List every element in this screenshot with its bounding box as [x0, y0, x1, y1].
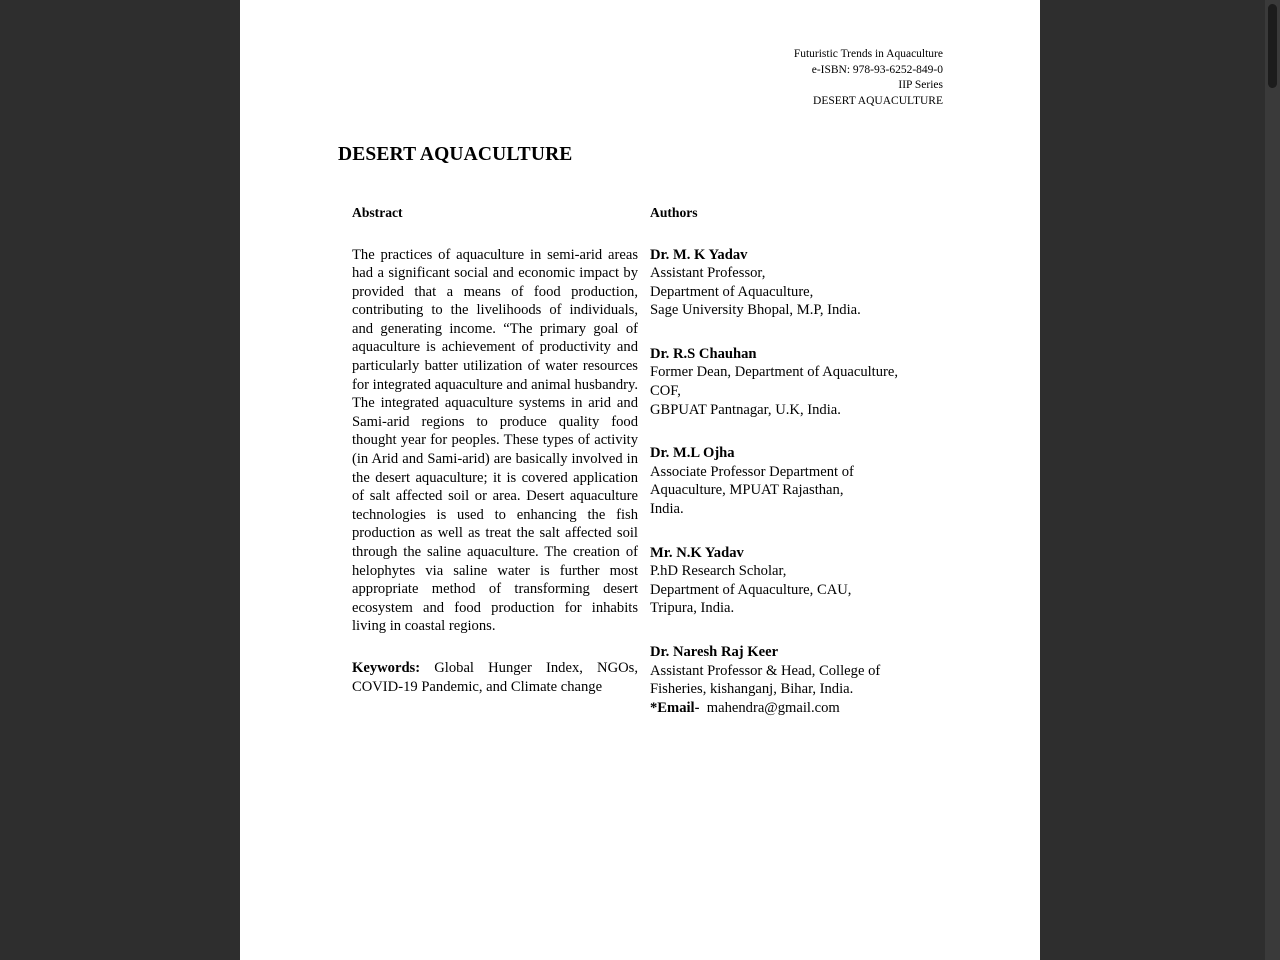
- abstract-heading: Abstract: [352, 205, 403, 220]
- document-page: [240, 0, 1040, 960]
- author-affiliation-line: COF,: [650, 383, 681, 400]
- author-affiliation-line: P.hD Research Scholar,: [650, 563, 787, 580]
- author-affiliation-line: Sage University Bhopal, M.P, India.: [650, 302, 861, 319]
- abstract-text: The practices of aquaculture in semi-arid areas had a significant social and economic impact by provided that a means of food production, contributing to the livelihoods of individuals, and generating income. “The primary goal of aquaculture is achievement of productivity and particularly batter utilization of water resources for integrated aquaculture and animal husbandry. The integrated aquaculture systems in arid and Sami-arid regions to produce quality food thought year for peoples. These types of activity (in Arid and Sami-arid) are basically involved in the desert aquaculture; it is covered application of salt affected soil or area. Desert aquaculture technologies is used to enhancing the fish production as well as treat the salt affected soil through the saline aquaculture. The creation of helophytes via saline water is further most appropriate method of transforming desert ecosystem and food production for inhabits living in coastal regions.: [352, 246, 638, 635]
- author-entry: [650, 544, 944, 618]
- author-entry: [650, 444, 944, 518]
- abstract-column: [352, 204, 638, 696]
- author-affiliation-line: Tripura, India.: [650, 600, 735, 617]
- author-affiliation-line: Department of Aquaculture, CAU,: [650, 581, 852, 598]
- author-email-line: [650, 699, 944, 718]
- running-header-line-series: IIP Series: [898, 79, 943, 92]
- scrollbar-thumb[interactable]: [1268, 4, 1277, 88]
- author-affiliation-line: Department of Aquaculture,: [650, 283, 814, 300]
- author-affiliation-line: Former Dean, Department of Aquaculture,: [650, 364, 899, 381]
- vertical-scrollbar[interactable]: [1265, 0, 1280, 960]
- running-header-line-chapter: DESERT AQUACULTURE: [813, 95, 943, 108]
- author-affiliation-line: India.: [650, 501, 684, 518]
- email-label: *Email-: [650, 699, 700, 716]
- author-name: Dr. M.L Ojha: [650, 445, 735, 462]
- author-affiliation-line: Assistant Professor,: [650, 265, 766, 282]
- author-affiliation-line: Fisheries, kishanganj, Bihar, India.: [650, 681, 854, 698]
- author-entry: [650, 345, 944, 419]
- running-header-line-book-title: Futuristic Trends in Aquaculture: [793, 48, 943, 60]
- author-affiliation-line: GBPUAT Pantnagar, U.K, India.: [650, 401, 841, 418]
- email-address: mahendra@gmail.com: [706, 699, 840, 716]
- keywords-label: Keywords:: [352, 659, 421, 676]
- authors-column: [650, 204, 944, 717]
- author-name: Dr. M. K Yadav: [650, 246, 748, 263]
- author-name: Dr. R.S Chauhan: [650, 345, 757, 362]
- author-entry: [650, 246, 944, 320]
- author-affiliation-line: Assistant Professor & Head, College of: [650, 662, 881, 679]
- author-affiliation-line: Aquaculture, MPUAT Rajasthan,: [650, 482, 844, 499]
- author-name: Mr. N.K Yadav: [650, 544, 744, 561]
- running-header: [794, 47, 943, 110]
- author-affiliation-line: Associate Professor Department of: [650, 463, 854, 480]
- author-entry: [650, 643, 944, 717]
- page-title: DESERT AQUACULTURE: [338, 144, 573, 166]
- running-header-line-isbn: e-ISBN: 978-93-6252-849-0: [811, 63, 943, 76]
- author-name: Dr. Naresh Raj Keer: [650, 644, 779, 660]
- keywords-text: Global Hunger Index, NGOs, COVID-19 Pandemic, and Climate change: [352, 659, 638, 695]
- keywords-paragraph: [352, 659, 638, 696]
- authors-heading: Authors: [650, 205, 698, 220]
